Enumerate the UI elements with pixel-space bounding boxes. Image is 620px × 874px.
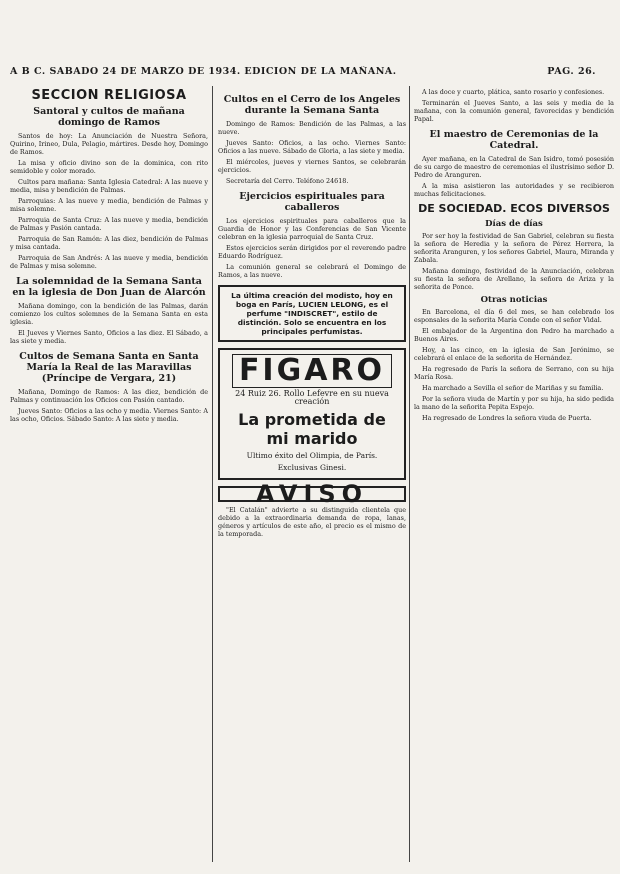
perfume-ad	[218, 285, 406, 342]
paragraph: Parroquia de San Ramón: A las diez, bendición de Palmas y misa cantada.	[10, 235, 208, 251]
perfume-ad-text: La última creación del modisto, hoy en boga en París, LUCIEN LELONG, es el perfume "INDISCRET", estilo de distinción. Solo se encuentra en los principales perfumistas.	[231, 291, 393, 336]
paragraph: El embajador de la Argentina don Pedro ha marchado a Buenos Aires.	[414, 327, 614, 343]
paragraph: Ayer mañana, en la Catedral de San Isidro, tomó posesión de su cargo de maestro de ceremonias el ilustrísimo señor D. Pedro de Aranguren.	[414, 155, 614, 179]
paragraph: Mañana, Domingo de Ramos: A las diez, bendición de Palmas y continuación los Oficios con Pasión cantado.	[10, 388, 208, 404]
paragraph: Santos de hoy: La Anunciación de Nuestra Señora, Quirino, Irineo, Dula, Pelagio, mártires. Desde hoy, Domingo de Ramos.	[10, 132, 208, 156]
paragraph: En Barcelona, el día 6 del mes, se han celebrado los esponsales de la señorita María Conde con el señor Vidal.	[414, 308, 614, 324]
header-left: A B C. SABADO 24 DE MARZO DE 1934. EDICION DE LA MAÑANA.	[10, 66, 397, 77]
paragraph: Jueves Santo: Oficios, a las ocho. Viernes Santo: Oficios a las nueve. Sábado de Gloria, a las siete y media.	[218, 139, 406, 155]
paragraph: Jueves Santo: Oficios a las ocho y media. Viernes Santo: A las ocho, Oficios. Sábado Santo: A las siete y media.	[10, 407, 208, 423]
column-2	[218, 88, 406, 860]
heading-cerro: Cultos en el Cerro de los Angeles durante la Semana Santa	[223, 94, 401, 116]
film-distributor: Exclusivas Ginesi.	[277, 463, 347, 472]
heading-dias: Días de días	[485, 219, 543, 229]
paragraph: Parroquia de Santa Cruz: A las nueve y media, bendición de Palmas y Pasión cantada.	[10, 216, 208, 232]
paragraph: Ha marchado a Sevilla el señor de Mariñas y su familia.	[422, 384, 604, 392]
aviso-title: AVISO	[218, 486, 406, 502]
paragraph: Ha regresado de Londres la señora viuda de Puerta.	[422, 414, 592, 422]
paragraph: La misa y oficio divino son de la dominica, con rito semidoble y color morado.	[10, 159, 208, 175]
paragraph: Los ejercicios espirituales para caballeros que la Guardia de Honor y las Conferencias de San Vicente celebran en la iglesia parroquial de Santa Cruz.	[218, 217, 406, 241]
paragraph: El miércoles, jueves y viernes Santos, se celebrarán ejercicios.	[218, 158, 406, 174]
aviso-text: "El Catalán" advierte a su distinguida clientela que debido a la extraordinaria demanda de ropa, lanas, géneros y artículos de este año, el precio es el mismo de la temporada.	[218, 506, 406, 538]
heading-maestro: El maestro de Ceremonias de la Catedral.	[429, 129, 599, 151]
heading-alarcon: La solemnidad de la Semana Santa en la iglesia de Don Juan de Alarcón	[12, 276, 206, 298]
paragraph: El Jueves y Viernes Santo, Oficios a las diez. El Sábado, a las siete y media.	[10, 329, 208, 345]
paragraph: Mañana domingo, con la bendición de las Palmas, darán comienzo los cultos solemnes de la Semana Santa en esta iglesia.	[10, 302, 208, 326]
page-header	[10, 66, 610, 80]
paragraph: Parroquias: A las nueve y media, bendición de Palmas y misa solemne.	[10, 197, 208, 213]
figaro-logo: FIGARO	[232, 354, 392, 388]
paragraph: La comunión general se celebrará el Domingo de Ramos, a las nueve.	[218, 263, 406, 279]
paragraph: Por ser hoy la festividad de San Gabriel, celebran su fiesta la señora de Heredia y la señora de Pérez Herrera, la señorita Aranguren, y los señores Gabriel, Maura, Miranda y Zabala.	[414, 232, 614, 264]
page-number: PAG. 26.	[547, 66, 596, 77]
paragraph: Mañana domingo, festividad de la Anunciación, celebran su fiesta la señora de Arellano, la señora de Ariza y la señorita de Ponce.	[414, 267, 614, 291]
heading-ejercicios: Ejercicios espirituales para caballeros	[239, 191, 385, 213]
film-subtitle: Ultimo éxito del Olimpia, de París.	[246, 451, 378, 460]
figaro-address: 24 Ruiz 26. Rollo Lefevre en su nueva creación	[235, 389, 389, 406]
column-3	[414, 88, 614, 860]
heading-maravillas: Cultos de Semana Santa en Santa María la Real de las Maravillas (Príncipe de Vergara, 21)	[19, 351, 199, 384]
paragraph: Hoy, a las cinco, en la iglesia de San Jerónimo, se celebrará el enlace de la señorita de Hernández.	[414, 346, 614, 362]
paragraph: Ha regresado de París la señora de Serrano, con su hija María Rosa.	[414, 365, 614, 381]
paragraph: A la misa asistieron las autoridades y se recibieron muchas felicitaciones.	[414, 182, 614, 198]
column-1	[10, 88, 208, 860]
film-title: La prometida de mi marido	[238, 410, 386, 448]
section-title: SECCION RELIGIOSA	[31, 88, 187, 103]
figaro-ad	[218, 348, 406, 480]
paragraph: A las doce y cuarto, plática, santo rosario y confesiones.	[422, 88, 605, 96]
column-rule	[409, 86, 410, 862]
heading-noticias: Otras noticias	[480, 295, 548, 305]
paragraph: Por la señora viuda de Martín y por su hija, ha sido pedida la mano de la señorita Pepita Espejo.	[414, 395, 614, 411]
heading-santoral: Santoral y cultos de mañana domingo de Ramos	[33, 106, 185, 128]
heading-sociedad: DE SOCIEDAD. ECOS DIVERSOS	[418, 202, 610, 215]
column-rule	[212, 86, 213, 862]
paragraph: Secretaría del Cerro. Teléfono 24618.	[226, 177, 349, 185]
paragraph: Parroquia de San Andrés: A las nueve y media, bendición de Palmas y misa solemne.	[10, 254, 208, 270]
paragraph: Estos ejercicios serán dirigidos por el reverendo padre Eduardo Rodríguez.	[218, 244, 406, 260]
paragraph: Terminarán el Jueves Santo, a las seis y media de la mañana, con la comunión general, favorecidas y bendición Papal.	[414, 99, 614, 123]
paragraph: Cultos para mañana: Santa Iglesia Catedral: A las nueve y media, misa y bendición de Palmas.	[10, 178, 208, 194]
paragraph: Domingo de Ramos: Bendición de las Palmas, a las nueve.	[218, 120, 406, 136]
